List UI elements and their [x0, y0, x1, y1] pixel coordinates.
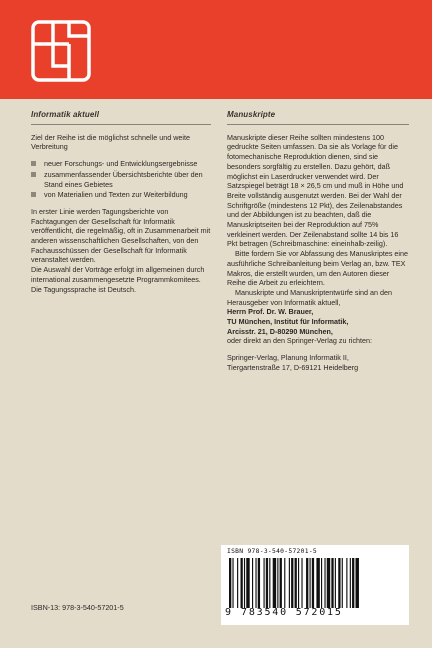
- barcode-bar: [264, 558, 265, 608]
- barcode-bar: [241, 558, 243, 608]
- manuscript-paragraph: Bitte fordern Sie vor Abfassung des Manuskriptes eine ausführliche Schreibanleitung beim Verlag an, bzw. TEX Makros, die erstellt wurden, um den Autoren dieser Reihe die Arbeit zu erleichtern.: [227, 249, 408, 288]
- bullet-square-icon: [31, 172, 36, 177]
- isbn13-label: ISBN-13: 978-3-540-57201-5: [31, 603, 124, 612]
- barcode-bar: [316, 558, 319, 608]
- series-heading: Informatik aktuell: [31, 110, 211, 125]
- barcode-bar: [327, 558, 330, 608]
- barcode-bar: [289, 558, 290, 608]
- barcode-bar: [280, 558, 282, 608]
- barcode-bar: [298, 558, 299, 608]
- barcode-bar: [346, 558, 347, 608]
- barcode-bar: [229, 558, 231, 608]
- barcode-bar: [352, 558, 354, 608]
- barcode-bar: [291, 558, 293, 608]
- barcode-bar: [277, 558, 278, 608]
- bullet-square-icon: [31, 161, 36, 166]
- barcode-bar: [312, 558, 314, 608]
- barcode-bar: [301, 558, 302, 608]
- barcode-bar: [237, 558, 238, 608]
- publisher-logo-icon: [31, 20, 91, 82]
- series-intro: Ziel der Reihe ist die möglichst schnelle und weite Verbreitung: [31, 132, 191, 152]
- barcode-isbn-text: ISBN 978-3-540-57201-5: [227, 548, 318, 555]
- barcode-bar: [266, 558, 268, 608]
- series-paragraph: In erster Linie werden Tagungsberichte von Fachtagungen der Gesellschaft für Informatik veröffentlicht, die regelmäßig, oft in Zusammenarbeit mit anderen wissenschaftlichen Gesellschaften, von den Fachausschüssen der Gesellschaft für Informatik veranstaltet werden.: [31, 206, 211, 265]
- barcode-bar: [244, 558, 245, 608]
- publisher-address: Tiergartenstraße 17, D-69121 Heidelberg: [227, 362, 359, 372]
- barcode-bar: [232, 558, 233, 608]
- barcode-bar: [342, 558, 343, 608]
- barcode-box: [221, 545, 409, 625]
- series-paragraph: Die Tagungssprache ist Deutsch.: [31, 284, 136, 294]
- barcode-bar: [310, 558, 311, 608]
- editor-address: Arcisstr. 21, D-80290 München,: [227, 326, 333, 336]
- barcode-bar: [273, 558, 276, 608]
- barcode-bar: [356, 558, 359, 608]
- barcode-bar: [324, 558, 325, 608]
- bullet-square-icon: [31, 192, 36, 197]
- barcode-bar: [255, 558, 256, 608]
- barcode-bar: [269, 558, 270, 608]
- manuscript-paragraph: Manuskripte und Manuskriptentwürfe sind an den Herausgeber von Informatik aktuell,: [227, 287, 393, 307]
- barcode-bar: [252, 558, 253, 608]
- barcode-bar: [306, 558, 308, 608]
- barcode-bar: [335, 558, 336, 608]
- manuscript-heading: Manuskripte: [227, 110, 409, 125]
- manuscript-column: [227, 110, 409, 373]
- barcode-bar: [258, 558, 260, 608]
- barcode-bar: [295, 558, 297, 608]
- barcode-bars: [229, 558, 401, 608]
- barcode-bar: [350, 558, 351, 608]
- series-goals-list: [31, 159, 211, 200]
- list-item: von Materialien und Texten zur Weiterbildung: [31, 190, 211, 200]
- barcode-bar: [321, 558, 322, 608]
- series-paragraph: Die Auswahl der Vorträge erfolgt im allgemeinen durch international zusammengesetzte Programmkomitees.: [31, 265, 205, 284]
- editor-address: TU München, Institut für Informatik,: [227, 317, 349, 327]
- manuscript-paragraph: oder direkt an den Springer-Verlag zu richten:: [227, 336, 373, 346]
- barcode-bar: [284, 558, 285, 608]
- barcode-bar: [246, 558, 249, 608]
- series-info-column: [31, 110, 211, 294]
- barcode-bar: [338, 558, 340, 608]
- editor-address: Herrn Prof. Dr. W. Brauer,: [227, 307, 314, 317]
- list-item: zusammenfassender Übersichtsberichte über den Stand eines Gebietes: [31, 170, 211, 189]
- manuscript-paragraph: Manuskripte dieser Reihe sollten mindestens 100 gedruckte Seiten umfassen. Da sie als Vorlage für die fotomechanische Reproduktion dienen, sind sie besonders sorgfältig zu erstellen. Dazu gehört, daß möglichst ein Laserdrucker verwendet wird. Der Satzspiegel beträgt 18 × 26,5 cm und muß in Höhe und Breite vollständig ausgenutzt werden. Bei der Wahl der Schriftgröße (mindestens 12 Pkt), des Zeilenabstandes und der Abbildungen ist zu beachten, daß die Manuskriptseiten bei der Reproduktion auf 75% verkleinert werden. Der Zeilenabstand sollte 14 bis 16 Pkt betragen (Schreibmaschine: eineinhalb-zeilig).: [227, 132, 404, 249]
- barcode-number: 783540 572015: [241, 607, 343, 618]
- list-item: neuer Forschungs- und Entwicklungsergebnisse: [31, 159, 211, 169]
- barcode-first-digit: 9: [225, 607, 232, 618]
- barcode-bar: [331, 558, 333, 608]
- publisher-address: Springer-Verlag, Planung Informatik II,: [227, 353, 349, 363]
